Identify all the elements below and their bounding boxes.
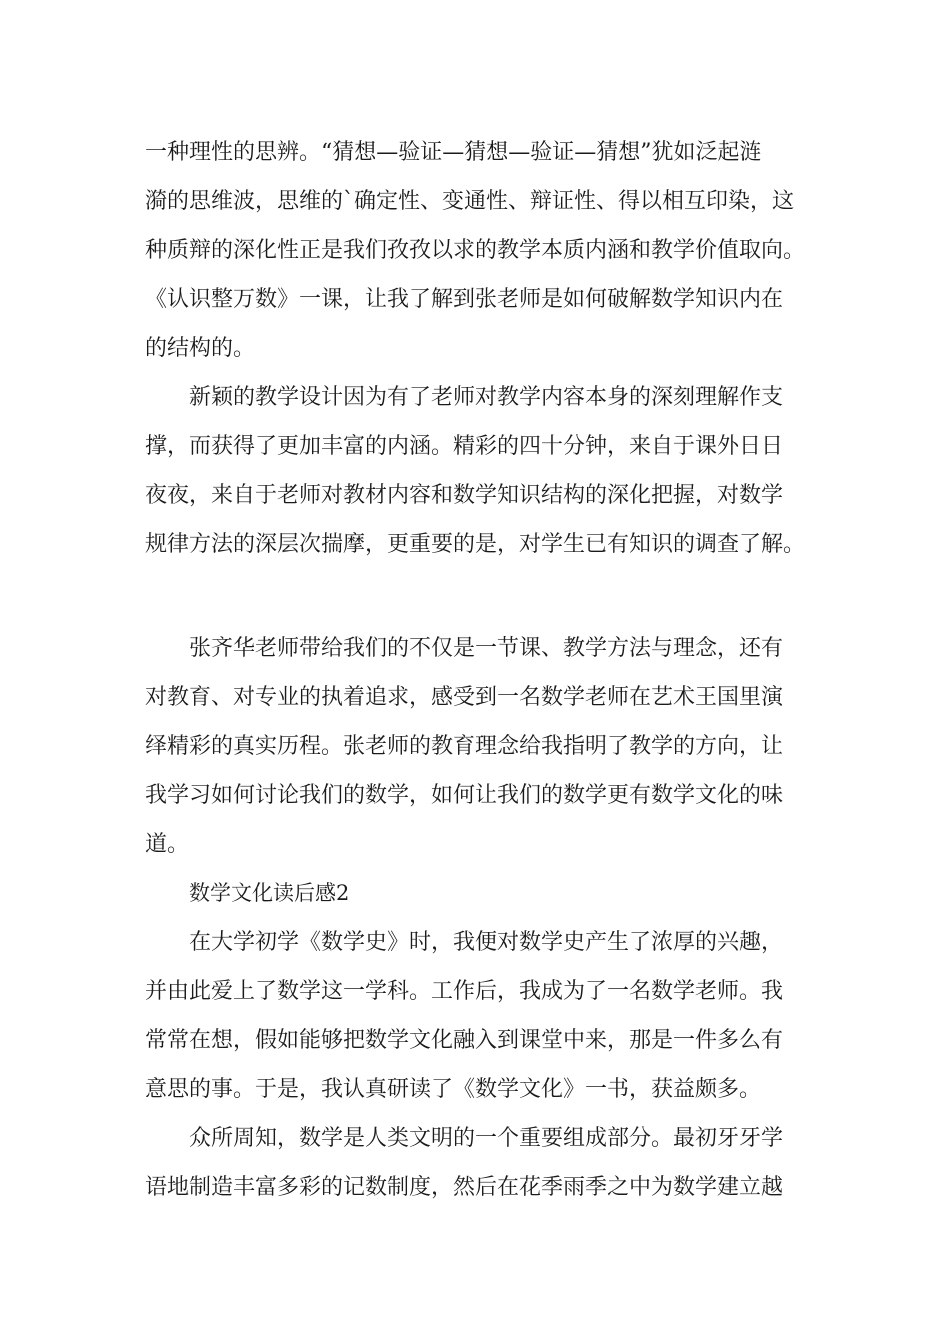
paragraph-3 (145, 624, 825, 869)
paragraph-2 (145, 373, 825, 569)
paragraph-line: 道。 (145, 832, 190, 857)
paragraph-line: 我学习如何讨论我们的数学，如何让我们的数学更有数学文化的味 (145, 783, 784, 808)
paragraph-line: 众所周知，数学是人类文明的一个重要组成部分。最初牙牙学 (189, 1126, 784, 1151)
paragraph-line: 语地制造丰富多彩的记数制度，然后在花季雨季之中为数学建立越 (145, 1175, 784, 1200)
paragraph-line: 种质辩的深化性正是我们孜孜以求的教学本质内涵和教学价值取向。 (145, 238, 806, 263)
paragraph-line: 夜夜，来自于老师对教材内容和数学知识结构的深化把握，对数学 (145, 483, 784, 508)
paragraph-line: 并由此爱上了数学这一学科。工作后，我成为了一名数学老师。我 (145, 979, 784, 1004)
heading-text: 数学文化读后感2 (189, 881, 350, 905)
paragraph-line: 张齐华老师带给我们的不仅是一节课、教学方法与理念，还有 (189, 636, 784, 661)
paragraph-line: 一种理性的思辨。“猜想—验证—猜想—验证—猜想”犹如泛起涟 (145, 140, 762, 165)
paragraph-line: 意思的事。于是，我认真研读了《数学文化》一书，获益颇多。 (145, 1077, 762, 1102)
paragraph-line: 常常在想，假如能够把数学文化融入到课堂中来，那是一件多么有 (145, 1028, 784, 1053)
paragraph-1 (145, 128, 825, 373)
paragraph-line: 对教育、对专业的执着追求，感受到一名数学老师在艺术王国里演 (145, 685, 784, 710)
paragraph-line: 绎精彩的真实历程。张老师的教育理念给我指明了教学的方向，让 (145, 734, 784, 759)
paragraph-line: 的结构的。 (145, 336, 256, 361)
paragraph-line: 在大学初学《数学史》时，我便对数学史产生了浓厚的兴趣， (189, 930, 784, 955)
section-heading (145, 869, 825, 918)
paragraph-line: 撑，而获得了更加丰富的内涵。精彩的四十分钟，来自于课外日日 (145, 434, 784, 459)
paragraph-line: 漪的思维波，思维的`确定性、变通性、辩证性、得以相互印染，这 (145, 189, 795, 214)
paragraph-5 (145, 1114, 825, 1212)
paragraph-line: 新颖的教学设计因为有了老师对教学内容本身的深刻理解作支 (189, 385, 784, 410)
paragraph-line: 规律方法的深层次揣摩，更重要的是，对学生已有知识的调查了解。 (145, 532, 806, 557)
paragraph-line: 《认识整万数》一课，让我了解到张老师是如何破解数学知识内在 (145, 287, 784, 312)
paragraph-4 (145, 918, 825, 1114)
